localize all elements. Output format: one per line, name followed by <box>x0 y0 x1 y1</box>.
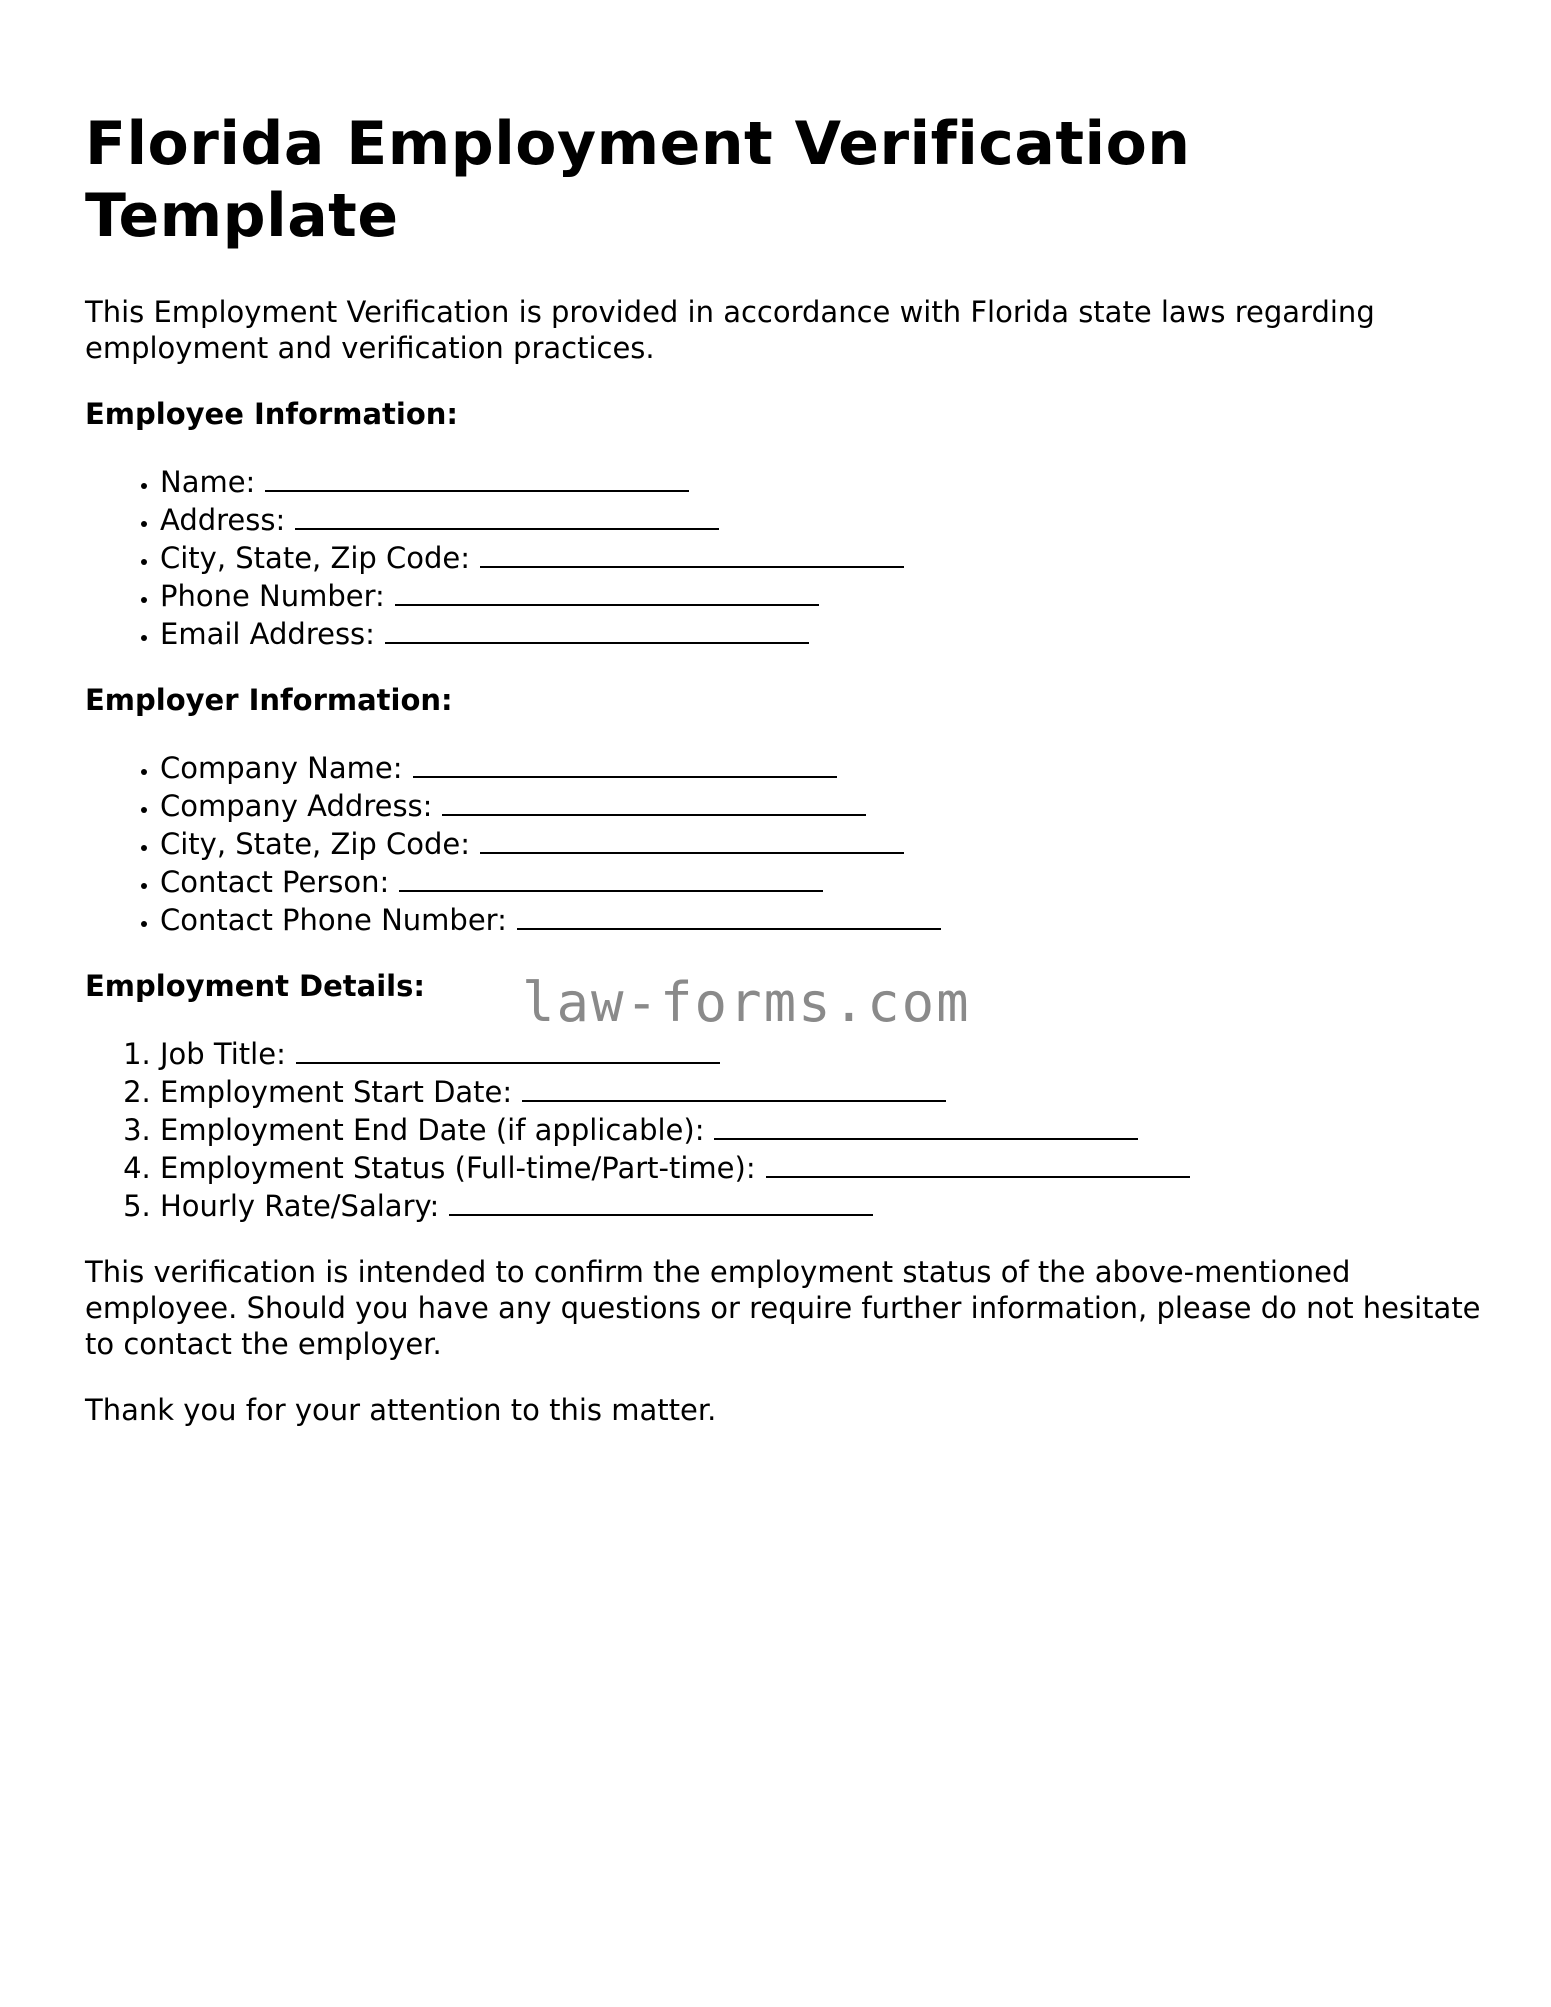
field-label: Company Address: <box>160 789 433 823</box>
list-item <box>160 1148 1485 1186</box>
address-blank[interactable] <box>295 500 719 530</box>
closing-paragraph: This verification is intended to confirm the employment status of the above-mentioned employee. Should you have any questions or require further information, please do not hesitate to contact the employer. <box>85 1255 1481 1361</box>
field-label: Name: <box>160 465 256 499</box>
email-address-blank[interactable] <box>385 614 809 644</box>
list-item <box>160 1034 1485 1072</box>
name-blank[interactable] <box>265 462 689 492</box>
document-page <box>85 108 1485 1428</box>
field-label: Employment Status (Full-time/Part-time): <box>160 1151 756 1185</box>
field-label: City, State, Zip Code: <box>160 827 471 861</box>
list-item <box>160 614 1485 652</box>
field-label: Hourly Rate/Salary: <box>160 1189 440 1223</box>
start-date-blank[interactable] <box>522 1072 946 1102</box>
company-name-blank[interactable] <box>413 748 837 778</box>
employer-info-list <box>85 748 1485 938</box>
field-label: Company Name: <box>160 751 403 785</box>
field-label: Contact Phone Number: <box>160 903 507 937</box>
field-label: Email Address: <box>160 617 375 651</box>
watermark: law-forms.com <box>522 971 971 1034</box>
list-item <box>160 862 1485 900</box>
field-label: Employment Start Date: <box>160 1075 513 1109</box>
list-item <box>160 824 1485 862</box>
end-date-blank[interactable] <box>714 1110 1138 1140</box>
rate-salary-blank[interactable] <box>449 1186 873 1216</box>
list-item <box>160 786 1485 824</box>
field-label: Employment End Date (if applicable): <box>160 1113 705 1147</box>
thanks-paragraph: Thank you for your attention to this matter. <box>85 1393 717 1427</box>
employee-info-list <box>85 462 1485 652</box>
intro-paragraph: This Employment Verification is provided in accordance with Florida state laws regarding employment and verification practices. <box>85 295 1375 365</box>
list-item <box>160 748 1485 786</box>
field-label: Job Title: <box>160 1037 286 1071</box>
city-state-zip-blank[interactable] <box>480 538 904 568</box>
employee-info-heading: Employee Information: <box>85 397 459 431</box>
employer-info-heading: Employer Information: <box>85 683 453 717</box>
field-label: City, State, Zip Code: <box>160 541 471 575</box>
list-item <box>160 576 1485 614</box>
list-item <box>160 538 1485 576</box>
job-title-blank[interactable] <box>296 1034 720 1064</box>
document-title: Florida Employment Verification Template <box>85 109 1191 251</box>
list-item <box>160 1110 1485 1148</box>
field-label: Contact Person: <box>160 865 390 899</box>
company-address-blank[interactable] <box>442 786 866 816</box>
list-item <box>160 900 1485 938</box>
list-item <box>160 1072 1485 1110</box>
contact-phone-blank[interactable] <box>517 900 941 930</box>
employment-details-heading: Employment Details: <box>85 969 425 1003</box>
employment-status-blank[interactable] <box>766 1148 1190 1178</box>
list-item <box>160 1186 1485 1224</box>
list-item <box>160 462 1485 500</box>
field-label: Address: <box>160 503 286 537</box>
contact-person-blank[interactable] <box>399 862 823 892</box>
employment-details-list <box>85 1034 1485 1224</box>
list-item <box>160 500 1485 538</box>
field-label: Phone Number: <box>160 579 385 613</box>
phone-number-blank[interactable] <box>395 576 819 606</box>
company-city-state-zip-blank[interactable] <box>480 824 904 854</box>
